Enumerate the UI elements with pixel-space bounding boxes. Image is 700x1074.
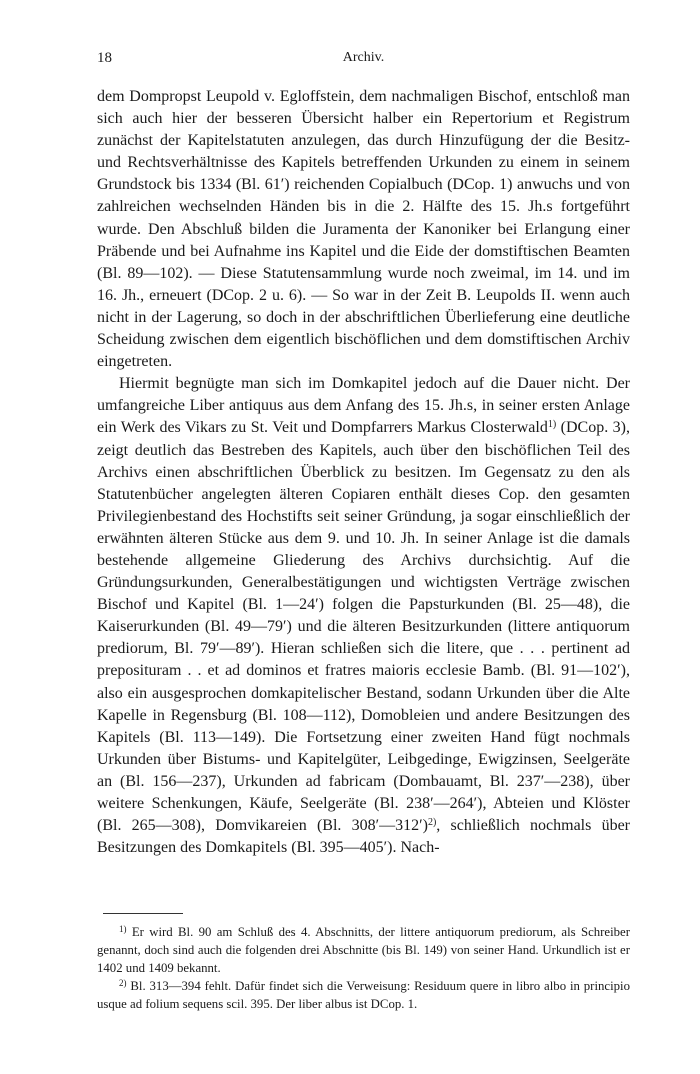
body-text: [97, 86, 630, 859]
paragraph-2-text-2: (DCop. 3), zeigt deutlich das Bestreben des Kapitels, auch über den bischöflichen Teil des Archivs einen abschriftlichen Überblick zu besitzen. Im Gegensatz zu den als Statutenbücher angelegten älteren Copiaren enthält dieses Cop. den gesamten Privilegienbestand des Hochstifts seit seiner Gründung, ja sogar einschließlich der erwähnten älteren Stücke aus dem 9. und 10. Jh. In seiner Anlage ist die damals bestehende allgemeine Gliederung des Archivs durchsichtig. Auf die Gründungsurkunden, Generalbestätigungen und wichtigsten Verträge zwischen Bischof und Kapitel (Bl. 1—24′) folgen die Papsturkunden (Bl. 25—48), die Kaiserurkunden (Bl. 49—79′) und die älteren Besitzurkunden (littere antiquorum prediorum, Bl. 79′—89′). Hieran schließen sich die litere, que . . . pertinent ad preposituram . . et ad dominos et fratres maioris ecclesie Bamb. (Bl. 91—102′), also ein ausgesprochen domkapitelischer Bestand, sodann Urkunden über die Alte Kapelle in Regensburg (Bl. 108—112), Domobleien und andere Besitzungen des Kapitels (Bl. 113—149). Die Fortsetzung einer zweiten Hand fügt nochmals Urkunden über Bistums- und Kapitelgüter, Leibgedinge, Ewigzinsen, Seelgeräte an (Bl. 156—237), Urkunden ad fabricam (Dombauamt, Bl. 237′—238), über weitere Schenkungen, Käufe, Seelgeräte (Bl. 238′—264′), Abteien und Klöster (Bl. 265—308), Domvikareien (Bl. 308′—312′): [97, 419, 630, 835]
footnote-1-text: Er wird Bl. 90 am Schluß des 4. Abschnitts, der littere antiquorum prediorum, als Schreiber genannt, doch sind auch die folgenden drei Abschnitte (bis Bl. 149) von seiner Hand. Urkundlich ist er 1402 und 1409 bekannt.: [97, 925, 630, 975]
footnote-divider: [103, 913, 183, 914]
footnote-2-text: Bl. 313—394 fehlt. Dafür findet sich die Verweisung: Residuum quere in libro albo in principio usque ad folium sequens scil. 395. Der liber albus ist DCop. 1.: [97, 979, 630, 1011]
footnotes: [97, 923, 630, 1013]
paragraph-1: dem Dompropst Leupold v. Egloffstein, dem nachmaligen Bischof, entschloß man sich auch hier der besseren Übersicht halber ein Repertorium et Registrum zunächst der Kapitelstatuten anzulegen, das durch Hinzufügung der die Besitz- und Rechtsverhältnisse des Kapitels betreffenden Urkunden zu einem in seinem Grundstock bis 1334 (Bl. 61′) reichenden Copialbuch (DCop. 1) anwuchs und von zahlreichen wechselnden Händen bis in die 2. Hälfte des 15. Jh.s fortgeführt wurde. Den Abschluß bilden die Juramenta der Kanoniker bei Erlangung einer Präbende und bei Aufnahme ins Kapitel und die Eide der domstiftischen Beamten (Bl. 89—102). — Diese Statutensammlung wurde noch zweimal, im 14. und im 16. Jh., erneuert (DCop. 2 u. 6). — So war in der Zeit B. Leupolds II. wenn auch nicht in der Lagerung, so doch in der abschriftlichen Überlieferung eine deutliche Scheidung zwischen dem eigentlich bischöflichen und dem domstiftischen Archiv eingetreten.: [97, 88, 630, 371]
footnote-marker-1: 1): [547, 419, 557, 431]
paragraph-2-text-1: Hiermit begnügte man sich im Domkapitel jedoch auf die Dauer nicht. Der umfangreiche Liber antiquus aus dem Anfang des 15. Jh.s, in seiner ersten Anlage ein Werk des Vikars zu St. Veit und Dompfarrers Markus Closterwald: [97, 375, 630, 437]
running-head: [97, 50, 630, 72]
paragraph-2: [97, 373, 630, 859]
footnote-1-number: 1): [119, 924, 127, 934]
footnote-marker-2: 2): [427, 817, 437, 829]
footnote-2-number: 2): [119, 978, 127, 988]
page-number: 18: [97, 50, 112, 66]
paragraph-2-text-3: , schließlich nochmals über Besitzungen des Domkapitels (Bl. 395—405′). Nach-: [97, 817, 630, 857]
running-title: Archiv.: [342, 50, 385, 65]
footnote-1: [97, 923, 630, 977]
footnote-2: [97, 977, 630, 1013]
